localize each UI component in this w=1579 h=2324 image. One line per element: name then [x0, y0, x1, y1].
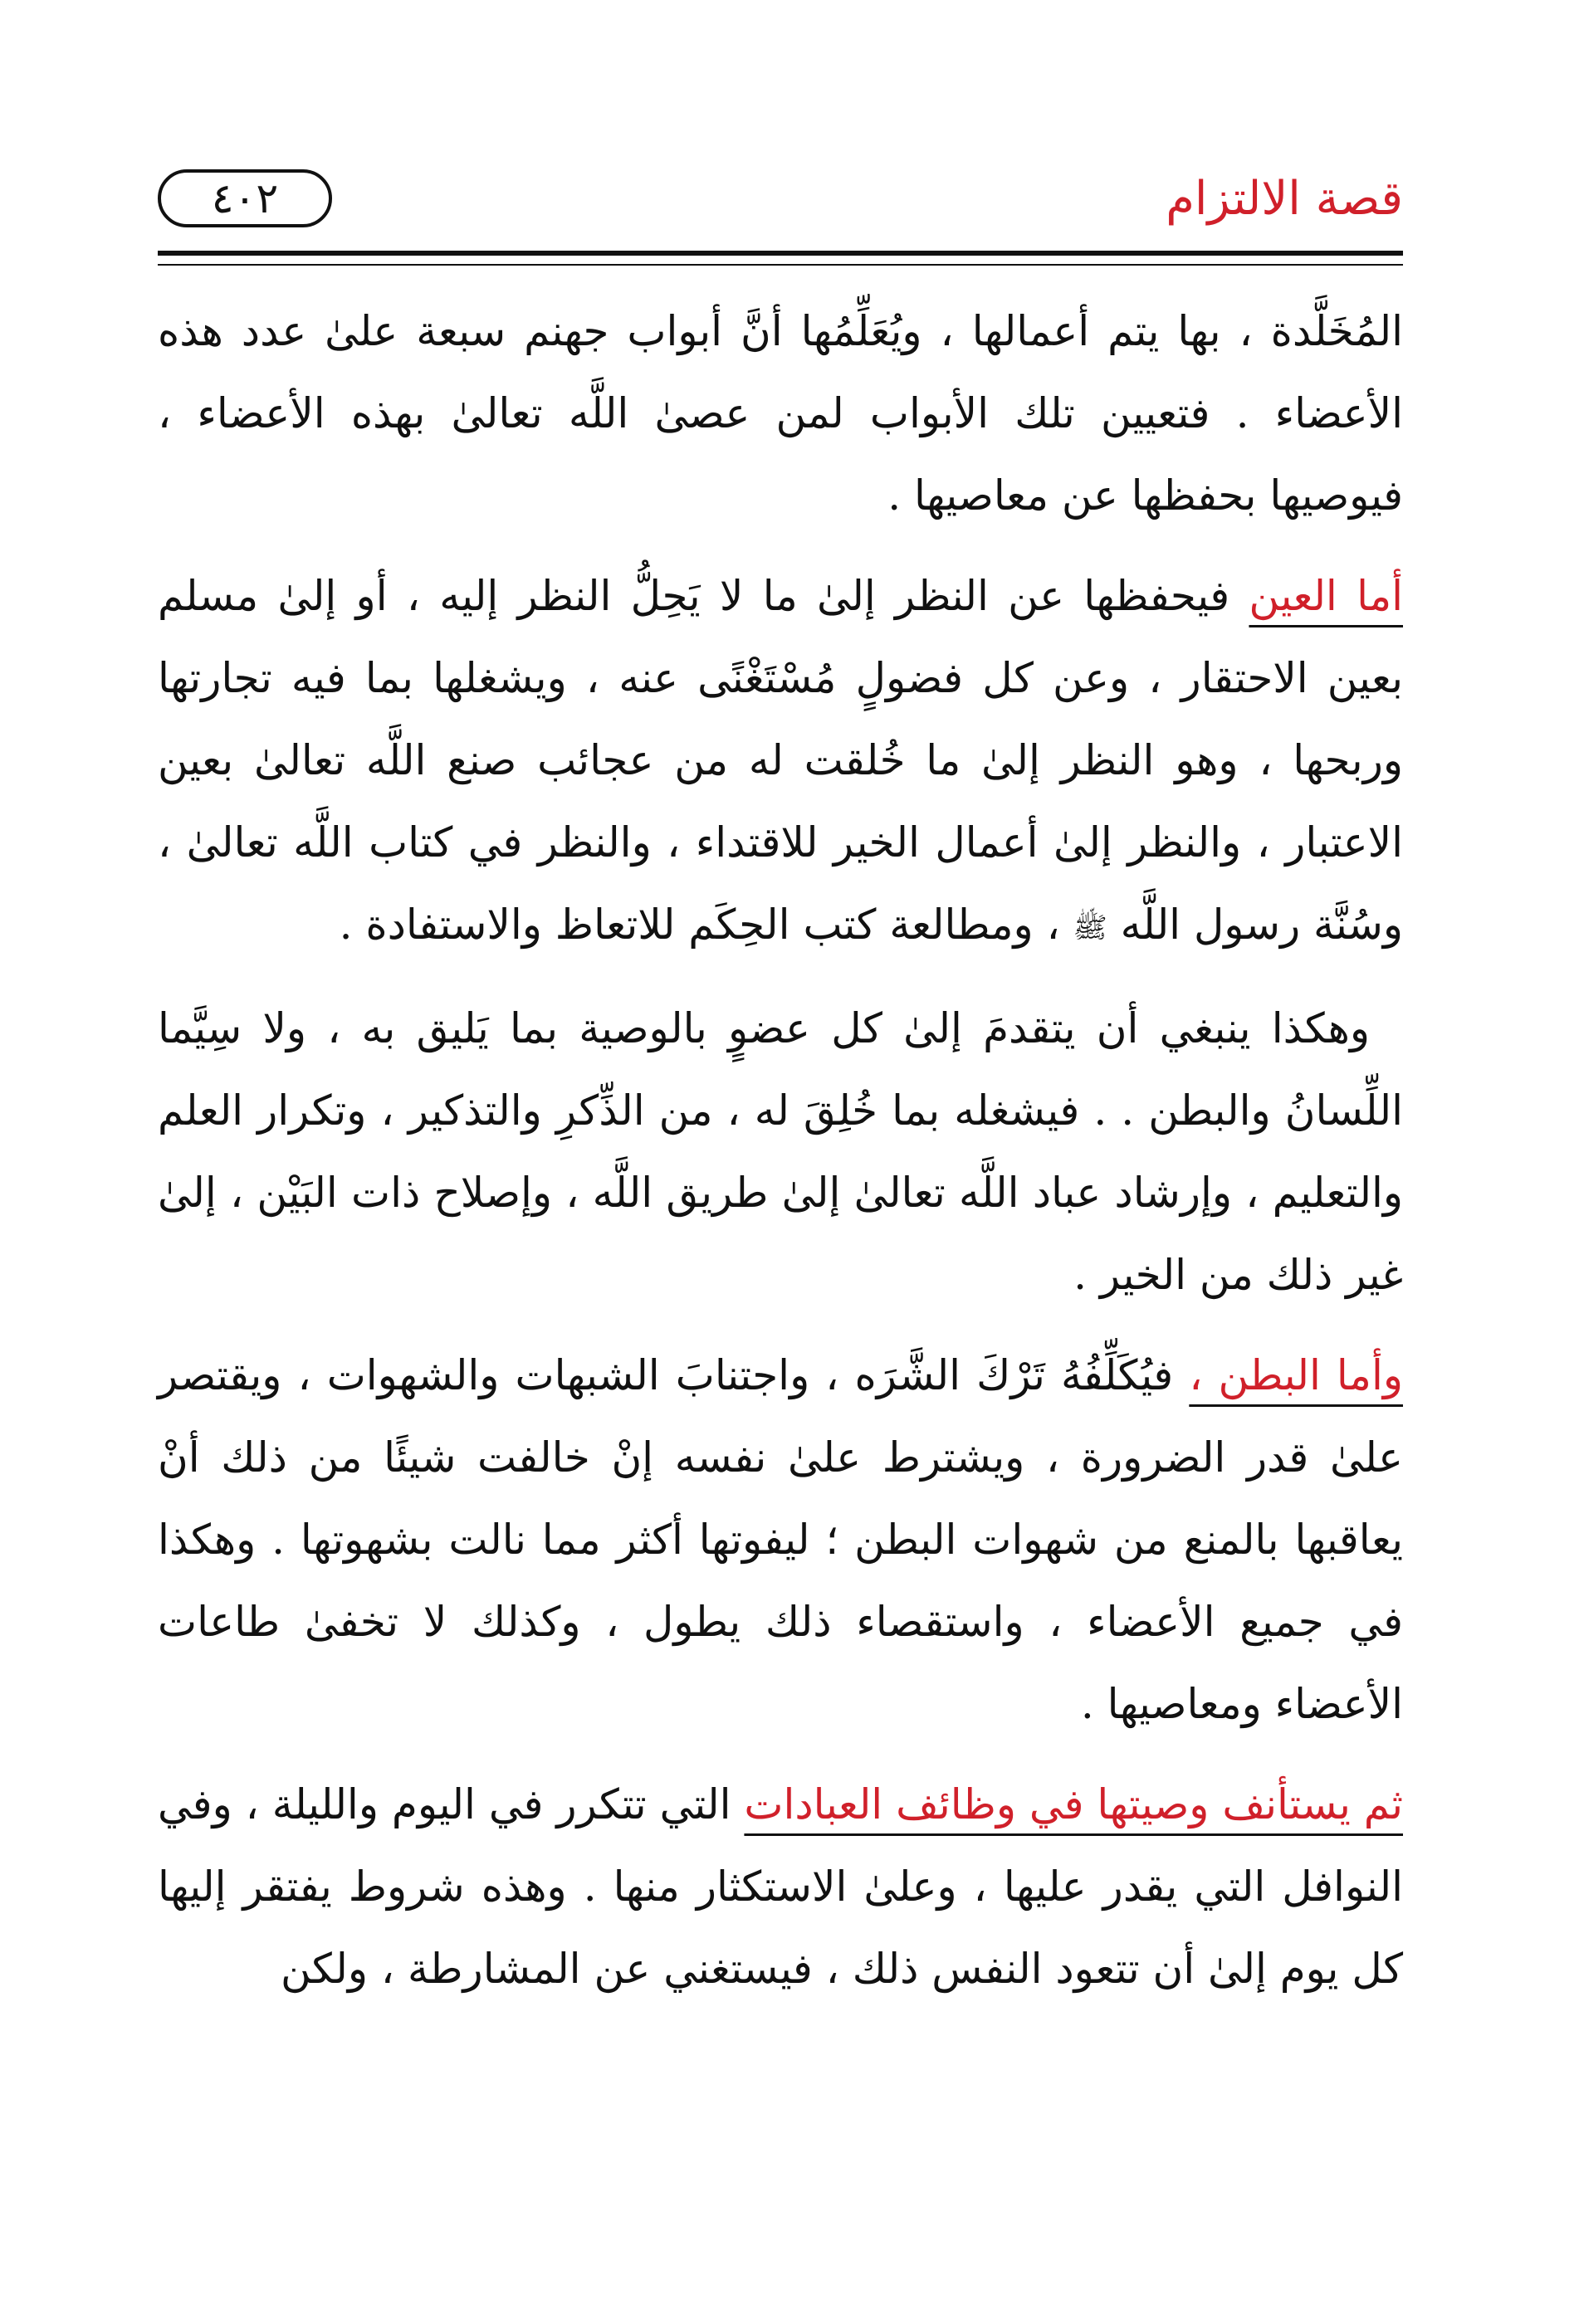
section-heading: وأما البطن ، [1189, 1350, 1403, 1399]
header-rule-thin [158, 264, 1403, 266]
paragraph-text: فيُكَلِّفُهُ تَرْكَ الشَّرَه ، واجتنابَ الشبهات والشهوات ، ويقتصر علىٰ قدر الضرورة ، ويشترط علىٰ نفسه إنْ خالفت شيئًا من ذلك أنْ يعاقبها بالمنع من شهوات البطن ؛ ليفوتها أكثر مما نالت بشهوتها . وهكذا في جميع الأعضاء ، واستقصاء ذلك يطول ، وكذلك لا تخفىٰ طاعات الأعضاء ومعاصيها . [158, 1350, 1403, 1728]
paragraph-text: فيحفظها عن النظر إلىٰ ما لا يَحِلُّ النظر إليه ، أو إلىٰ مسلم بعين الاحتقار ، وعن كل فضولٍ مُسْتَغْنًى عنه ، ويشغلها بما فيه تجارتها وربحها ، وهو النظر إلىٰ ما خُلقت له من عجائب صنع اللَّه تعالىٰ بعين الاعتبار ، والنظر إلىٰ أعمال الخير للاقتداء ، والنظر في كتاب اللَّه تعالىٰ ، وسُنَّة رسول اللَّه [158, 572, 1403, 949]
section-heading: أما العين [1249, 572, 1403, 620]
paragraph [158, 988, 1403, 1316]
paragraph-text: ، ومطالعة كتب الحِكَم للاتعاظ والاستفادة . [339, 901, 1073, 949]
page-header [158, 158, 1403, 257]
paragraph-text: التي تتكرر في اليوم والليلة ، وفي النوافل التي يقدر عليها ، وعلىٰ الاستكثار منها . وهذه شروط يفتقر إليها كل يوم إلىٰ أن تتعود النفس ذلك ، فيستغني عن المشارطة ، ولكن [158, 1780, 1403, 1993]
header-rule-thick [158, 251, 1403, 256]
section-heading: ثم يستأنف وصيتها في وظائف العبادات [744, 1780, 1403, 1828]
paragraph-text: وهكذا ينبغي أن يتقدمَ إلىٰ كل عضوٍ بالوصية بما يَليق به ، ولا سِيَّما اللِّسانُ والبطن . . فيشغله بما خُلِقَ له ، من الذِّكرِ والتذكير ، وتكرار العلم والتعليم ، وإرشاد عباد اللَّه تعالىٰ إلىٰ طريق اللَّه ، وإصلاح ذات البَيْن ، إلىٰ غير ذلك من الخير . [158, 1003, 1403, 1299]
paragraph-text: المُخَلَّدة ، بها يتم أعمالها ، ويُعَلِّمُها أنَّ أبواب جهنم سبعة علىٰ عدد هذه الأعضاء . فتعيين تلك الأبواب لمن عصىٰ اللَّه تعالىٰ بهذه الأعضاء ، فيوصيها بحفظها عن معاصيها . [158, 307, 1403, 520]
paragraph [158, 1764, 1403, 2010]
book-title: قصة الالتزام [1166, 172, 1403, 226]
paragraph [158, 1335, 1403, 1745]
page-number-badge: ٤٠٢ [158, 169, 332, 227]
salawat-mark: ﷺ [1073, 911, 1107, 945]
page-body [158, 290, 1403, 2029]
paragraph [158, 555, 1403, 969]
paragraph [158, 290, 1403, 537]
